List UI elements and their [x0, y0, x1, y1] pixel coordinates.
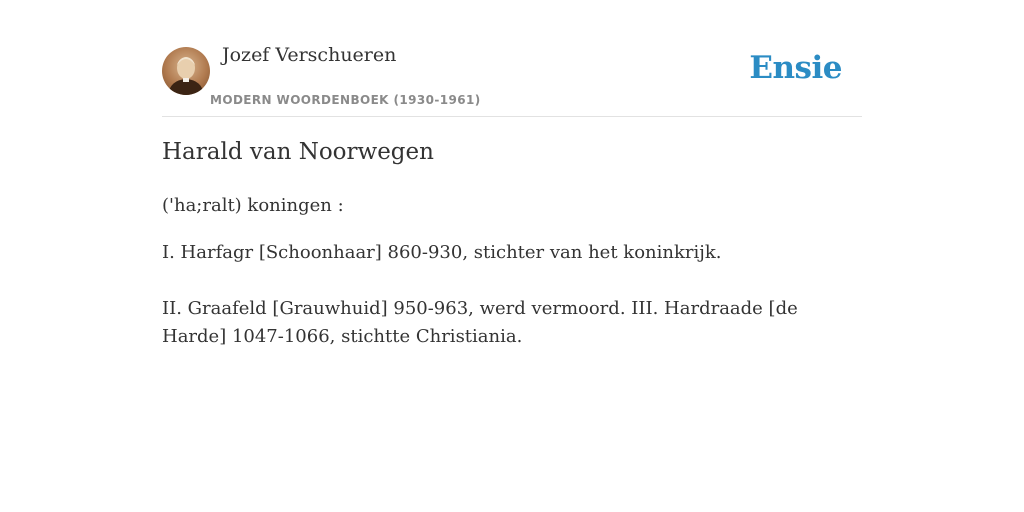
entry-paragraph: I. Harfagr [Schoonhaar] 860-930, stichter van het koninkrijk.: [162, 242, 722, 263]
source-label[interactable]: MODERN WOORDENBOEK (1930-1961): [210, 93, 481, 107]
author-avatar[interactable]: [162, 47, 210, 95]
header: [162, 0, 862, 117]
content-container: [162, 0, 862, 347]
ensie-logo[interactable]: Ensie: [749, 50, 842, 86]
entry-title: Harald van Noorwegen: [162, 139, 434, 165]
author-name[interactable]: Jozef Verschueren: [222, 44, 397, 66]
author-portrait-icon: [162, 47, 210, 95]
entry-paragraph: II. Graafeld [Grauwhuid] 950-963, werd vermoord. III. Hardraade [de Harde] 1047-1066, stichtte Christiania.: [162, 298, 798, 347]
entry-pronunciation: ('ha;ralt) koningen :: [162, 195, 344, 216]
